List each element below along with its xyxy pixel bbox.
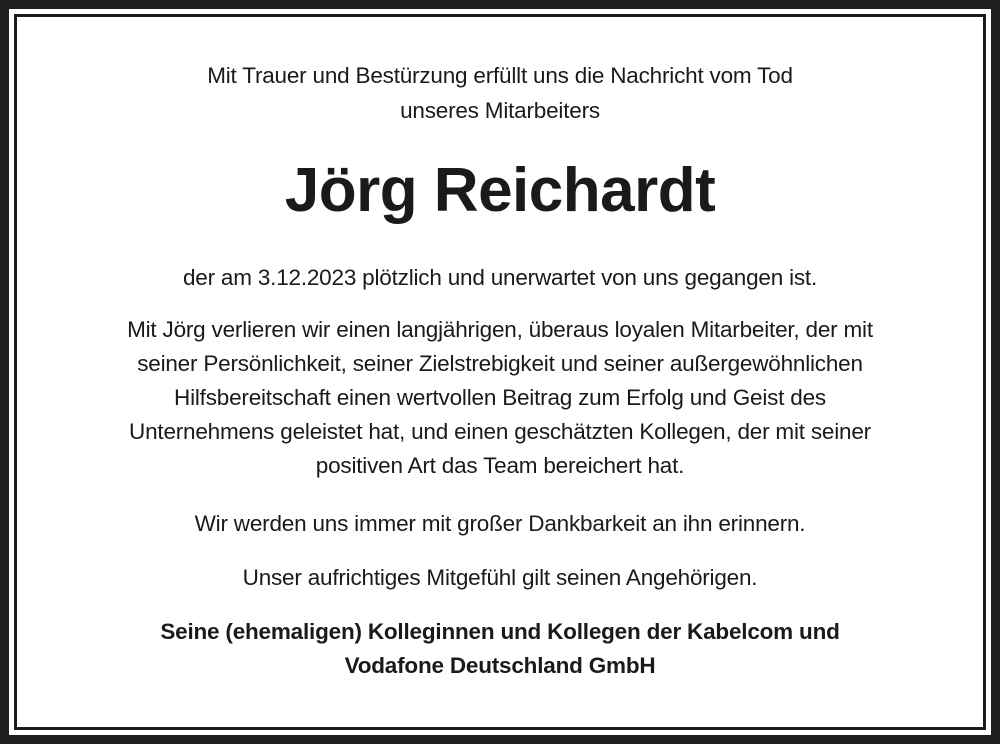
gratitude-text: Wir werden uns immer mit großer Dankbarkeit an ihn erinnern.	[194, 511, 806, 536]
tribute-line: Hilfsbereitschaft einen wertvollen Beitrag zum Erfolg und Geist des	[174, 385, 826, 410]
tribute-line: Mit Jörg verlieren wir einen langjährigen, überaus loyalen Mitarbeiter, der mit	[127, 317, 873, 342]
tribute-paragraph	[17, 313, 983, 483]
tribute-line: Unternehmens geleistet hat, und einen geschätzten Kollegen, der mit seiner	[129, 419, 871, 444]
intro-text	[17, 58, 983, 128]
tribute-line: positiven Art das Team bereichert hat.	[315, 453, 685, 478]
inner-border-frame	[14, 14, 986, 730]
signature-line: Vodafone Deutschland GmbH	[344, 653, 656, 678]
frame-gap	[9, 9, 991, 735]
intro-line: unseres Mitarbeiters	[400, 98, 600, 123]
intro-line: Mit Trauer und Bestürzung erfüllt uns die Nachricht vom Tod	[207, 63, 793, 88]
tribute-line: seiner Persönlichkeit, seiner Zielstrebigkeit und seiner außergewöhnlichen	[137, 351, 863, 376]
deceased-name: Jörg Reichardt	[284, 156, 716, 225]
signature-line: Seine (ehemaligen) Kolleginnen und Kollegen der Kabelcom und	[160, 619, 840, 644]
signature-block	[17, 615, 983, 683]
sympathy-text: Unser aufrichtiges Mitgefühl gilt seinen Angehörigen.	[242, 565, 758, 590]
date-of-death-text: der am 3.12.2023 plötzlich und unerwartet von uns gegangen ist.	[182, 265, 818, 290]
